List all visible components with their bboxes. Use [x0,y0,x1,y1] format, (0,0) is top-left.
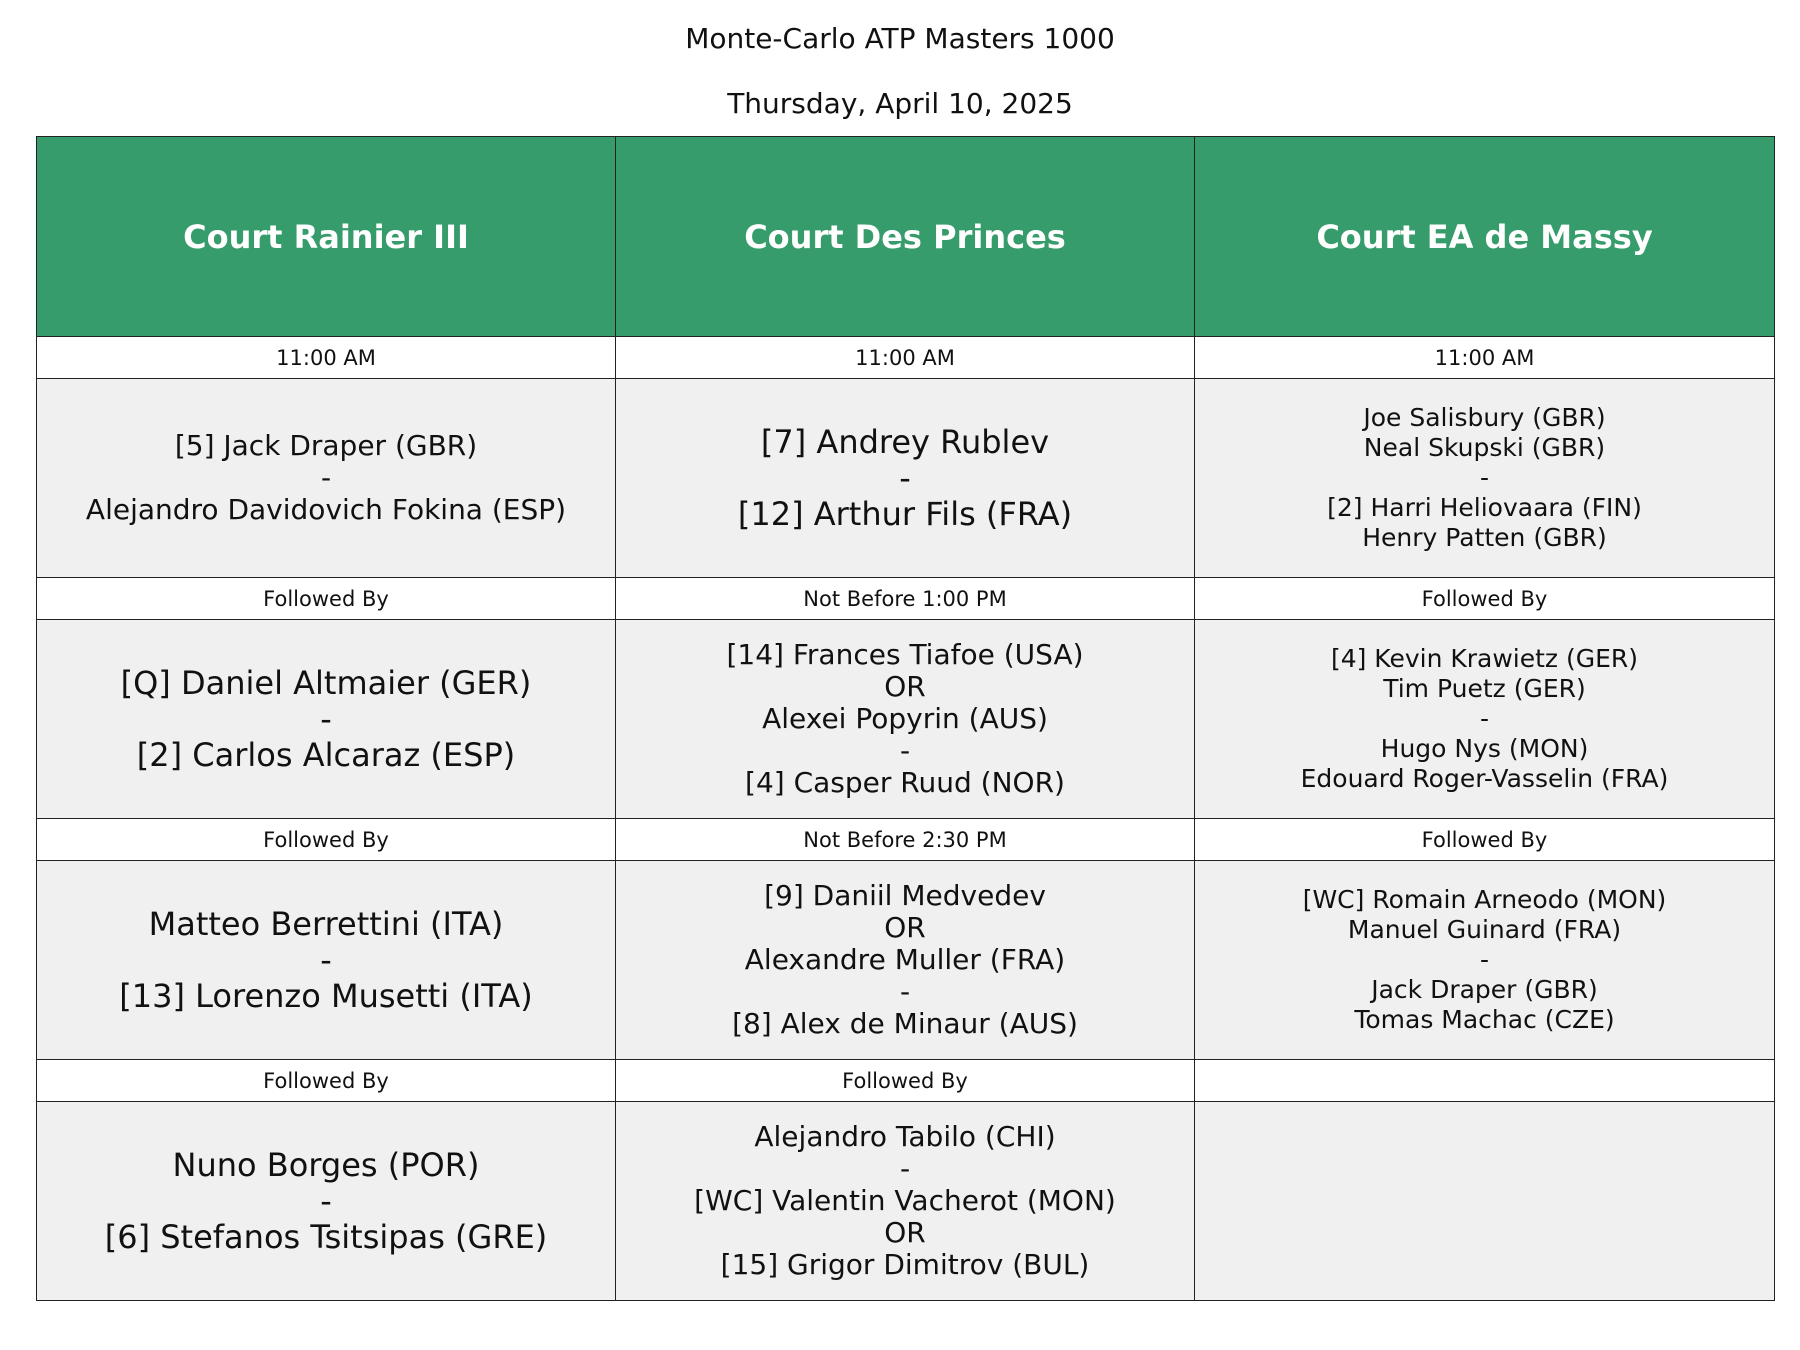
player-line: [WC] Valentin Vacherot (MON) [694,1184,1116,1217]
match-cell [616,620,1195,819]
order-of-play-table [36,136,1775,1301]
player-line: [13] Lorenzo Musetti (ITA) [119,977,533,1015]
player-line: [15] Grigor Dimitrov (BUL) [720,1248,1090,1281]
player-line: [12] Arthur Fils (FRA) [737,495,1073,533]
match-cell [1195,620,1775,819]
player-line: Manuel Guinard (FRA) [1347,915,1622,944]
player-line: Tomas Machac (CZE) [1354,1005,1615,1034]
match-cell [37,1102,616,1301]
player-line: [2] Carlos Alcaraz (ESP) [136,736,516,774]
match-row [37,1102,1775,1301]
versus-separator: - [320,461,332,494]
match-row [37,861,1775,1060]
player-line: [9] Daniil Medvedev [764,879,1046,912]
match-cell [1195,379,1775,578]
player-line: [6] Stefanos Tsitsipas (GRE) [104,1218,548,1256]
schedule-date: Thursday, April 10, 2025 [727,87,1073,120]
versus-separator: - [1479,945,1490,974]
player-line: Alejandro Tabilo (CHI) [754,1120,1056,1153]
tournament-title: Monte-Carlo ATP Masters 1000 [685,22,1115,55]
match-cell [616,379,1195,578]
match-cell-empty [1195,1102,1775,1301]
court-header-rainier-iii: Court Rainier III [37,137,616,337]
versus-separator: - [1479,463,1490,492]
time-slot: 11:00 AM [37,337,616,379]
player-line: Alexandre Muller (FRA) [744,943,1066,976]
or-separator: OR [884,911,926,944]
time-slot-row [37,578,1775,620]
time-slot-empty [1195,1060,1775,1102]
match-cell [37,620,616,819]
court-header-row [37,137,1775,337]
time-slot: Not Before 1:00 PM [616,578,1195,620]
player-line: Alexei Popyrin (AUS) [762,702,1048,735]
time-slot-row [37,819,1775,861]
player-line: [WC] Romain Arneodo (MON) [1302,885,1667,914]
time-slot: Followed By [616,1060,1195,1102]
time-slot: Followed By [1195,819,1775,861]
time-slot-row [37,337,1775,379]
player-line: [4] Kevin Krawietz (GER) [1330,644,1639,673]
match-row [37,620,1775,819]
player-line: Alejandro Davidovich Fokina (ESP) [85,493,567,526]
time-slot-row [37,1060,1775,1102]
time-slot: Followed By [1195,578,1775,620]
versus-separator: - [320,941,332,979]
player-line: [14] Frances Tiafoe (USA) [726,638,1084,671]
time-slot: Followed By [37,819,616,861]
versus-separator: - [899,975,911,1008]
court-header-ea-de-massy: Court EA de Massy [1195,137,1775,337]
player-line: Hugo Nys (MON) [1380,734,1589,763]
match-cell [616,861,1195,1060]
time-slot: Followed By [37,1060,616,1102]
player-line: Neal Skupski (GBR) [1363,433,1606,462]
time-slot: 11:00 AM [616,337,1195,379]
player-line: [7] Andrey Rublev [760,423,1050,461]
time-slot: Followed By [37,578,616,620]
match-cell [1195,861,1775,1060]
player-line: [2] Harri Heliovaara (FIN) [1327,493,1642,522]
match-cell [37,861,616,1060]
time-slot: Not Before 2:30 PM [616,819,1195,861]
player-line: [4] Casper Ruud (NOR) [745,766,1065,799]
or-separator: OR [884,1216,926,1249]
player-line: [8] Alex de Minaur (AUS) [732,1007,1078,1040]
court-header-des-princes: Court Des Princes [616,137,1195,337]
versus-separator: - [320,700,332,738]
match-cell [616,1102,1195,1301]
player-line: Joe Salisbury (GBR) [1363,403,1606,432]
match-cell [37,379,616,578]
or-separator: OR [884,670,926,703]
versus-separator: - [1479,704,1490,733]
player-line: Jack Draper (GBR) [1371,975,1598,1004]
player-line: Edouard Roger-Vasselin (FRA) [1300,764,1669,793]
versus-separator: - [899,459,911,497]
match-row [37,379,1775,578]
versus-separator: - [899,734,911,767]
player-line: Nuno Borges (POR) [172,1146,480,1184]
player-line: Matteo Berrettini (ITA) [148,905,504,943]
player-line: [Q] Daniel Altmaier (GER) [120,664,532,702]
player-line: Henry Patten (GBR) [1362,523,1607,552]
versus-separator: - [899,1152,911,1185]
versus-separator: - [320,1182,332,1220]
player-line: Tim Puetz (GER) [1383,674,1586,703]
time-slot: 11:00 AM [1195,337,1775,379]
player-line: [5] Jack Draper (GBR) [174,429,478,462]
